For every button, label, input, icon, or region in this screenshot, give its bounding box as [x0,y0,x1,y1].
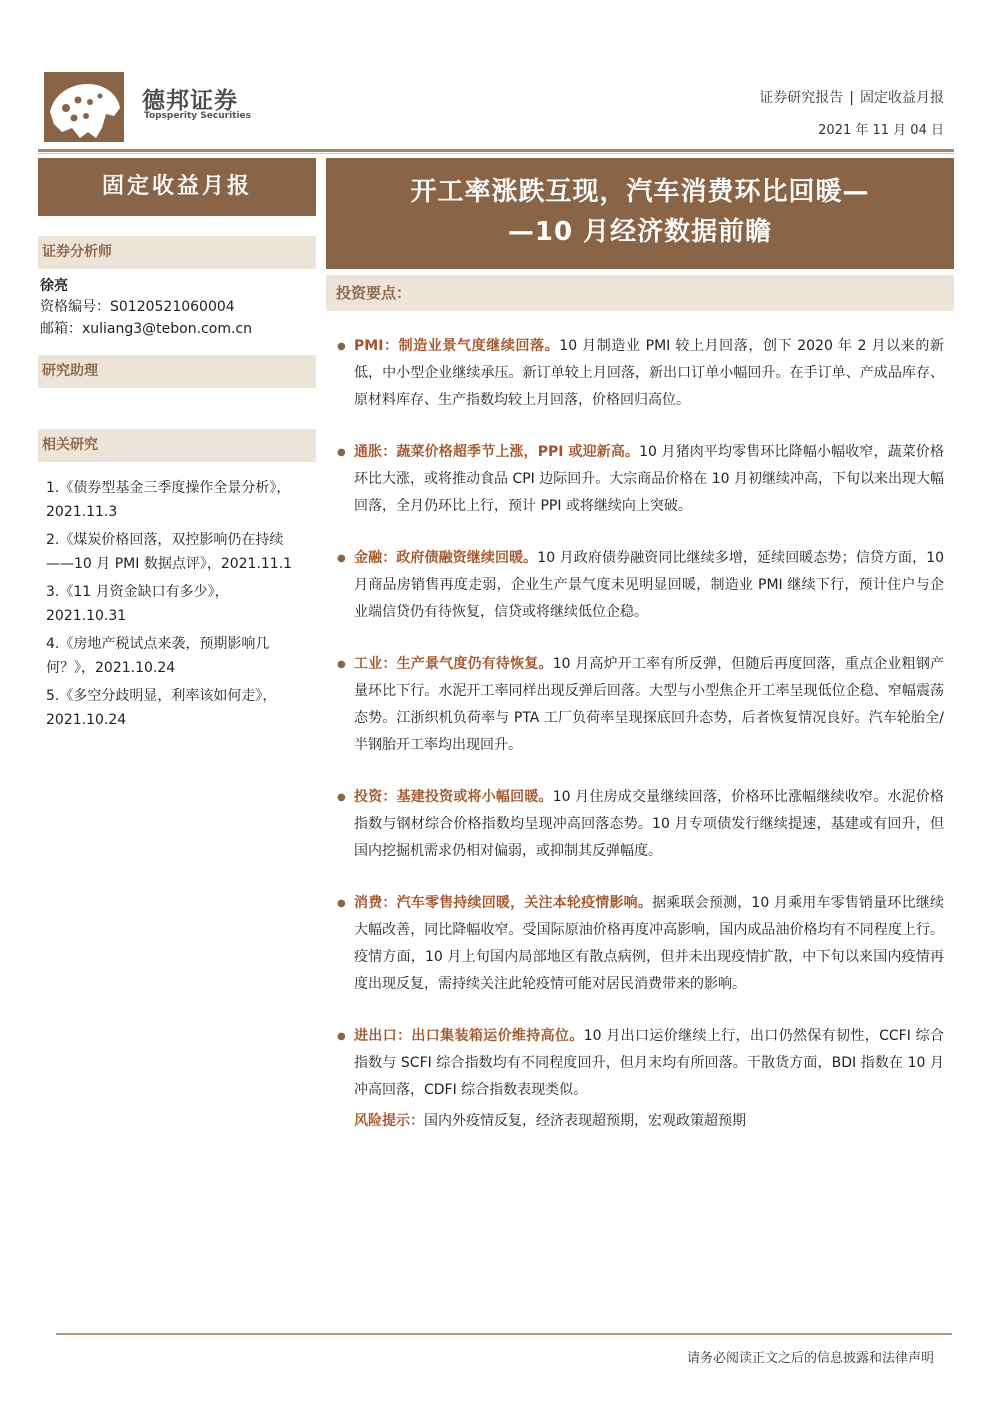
analyst-name: 徐亮 [40,278,68,294]
key-point-head: PMI：制造业景气度继续回落。 [354,338,560,354]
related-item[interactable]: 3.《11 月资金缺口有多少》，2021.10.31 [46,584,229,624]
separator: | [849,90,854,106]
title-line-2: —10 月经济数据前瞻 [507,217,773,247]
key-point [334,439,944,520]
key-point-body: 10 月出口运价继续上行，出口仍然保有韧性，CCFI 综合指数与 SCFI 综合指数均有不同程度回升，但月末均有所回落。干散货方面，BDI 指数在 10 月冲高回落，CDFI 综合指数表现类似。 [354,1028,944,1098]
key-point [334,784,944,865]
key-point-body: 据乘联会预测，10 月乘用车零售销量环比继续大幅改善，同比降幅收窄。受国际原油价格再度冲高影响，国内成品油价格均有不同程度上行。疫情方面，10 月上旬国内局部地区有散点病例，但并未出现疫情扩散，中下旬以来国内疫情再度出现反复，需持续关注此轮疫情可能对居民消费带来的影响。 [354,895,944,992]
key-point-body: 10 月制造业 PMI 较上月回落，创下 2020 年 2 月以来的新低，中小型企业继续承压。新订单较上月回落，新出口订单小幅回升。在手订单、产成品库存、原材料库存、生产指数均较上月回落，价格回归高位。 [354,338,945,408]
report-type [759,87,944,107]
key-point [334,333,944,414]
key-point [334,890,944,998]
key-point [334,651,944,759]
related-research-list [46,476,304,736]
key-point-head: 投资：基建投资或将小幅回暖。 [354,789,553,805]
bullet-icon: ● [337,553,346,564]
header-divider [38,149,954,152]
key-point-head: 消费：汽车零售持续回暖，关注本轮疫情影响。 [354,895,653,911]
risk-text: 国内外疫情反复，经济表现超预期，宏观政策超预期 [424,1113,746,1129]
brand-name: 德邦证券 [142,88,238,114]
key-points-label: 投资要点： [326,275,954,311]
brand-name-en: Topsperity Securities [144,111,251,121]
bullet-icon: ● [337,659,346,670]
report-date: 2021 年 11 月 04 日 [818,123,944,138]
side-banner: 固定收益月报 [38,158,316,216]
key-points-list [334,333,944,1129]
key-point-head: 进出口：出口集装箱运价维持高位。 [354,1028,584,1044]
analyst-license: 资格编号：S0120521060004 [40,299,235,315]
bullet-icon: ● [337,1031,346,1042]
key-point-body: 10 月政府债券融资同比继续多增，延续回暖态势；信贷方面，10 月商品房销售再度走弱，企业生产景气度未见明显回暖，制造业 PMI 继续下行，预计住户与企业端信贷仍有待恢复，信贷或将继续低位企稳。 [354,550,945,620]
key-point-body: 10 月猪肉平均零售环比降幅小幅收窄，蔬菜价格环比大涨，或将推动食品 CPI 边际回升。大宗商品价格在 10 月初继续冲高，下旬以来出现大幅回落，全月仍环比上行，预计 PPI 或将继续向上突破。 [354,444,945,514]
bullet-icon: ● [337,341,346,352]
related-section-label: 相关研究 [38,429,316,462]
related-item[interactable]: 5.《多空分歧明显，利率该如何走》，2021.10.24 [46,688,277,728]
title-line-1: 开工率涨跌互现，汽车消费环比回暖— [410,177,870,207]
risk-warning [354,1110,746,1130]
report-category: 固定收益月报 [860,90,944,106]
header-divider-thin [38,153,954,154]
bullet-icon: ● [337,898,346,909]
disclaimer-notice: 请务必阅读正文之后的信息披露和法律声明 [686,1351,934,1366]
bullet-icon: ● [337,447,346,458]
analyst-section-label: 证券分析师 [38,236,316,269]
bullet-icon: ● [337,792,346,803]
report-type-label: 证券研究报告 [759,90,844,106]
tebon-logo [44,72,124,142]
related-item[interactable]: 2.《煤炭价格回落，双控影响仍在持续——10 月 PMI 数据点评》，2021.11.1 [46,532,293,572]
key-point [334,1023,944,1104]
related-item[interactable]: 4.《房地产税试点来袭，预期影响几何？》，2021.10.24 [46,636,270,676]
key-point-body: 10 月住房成交量继续回落，价格环比涨幅继续收窄。水泥价格指数与钢材综合价格指数均呈现冲高回落态势。10 月专项债发行继续提速，基建或有回升，但国内挖掘机需求仍相对偏弱，或抑制其反弹幅度。 [354,789,945,859]
key-point-head: 通胀：蔬菜价格超季节上涨，PPI 或迎新高。 [354,444,640,460]
risk-label: 风险提示： [354,1113,424,1129]
key-point-body: 10 月高炉开工率有所反弹，但随后再度回落，重点企业粗钢产量环比下行。水泥开工率同样出现反弹后回落。大型与小型焦企开工率呈现低位企稳、窄幅震荡态势。江浙织机负荷率与 PTA 工厂负荷率呈现探底回升态势，后者恢复情况良好。汽车轮胎全/半钢胎开工率均出现回升。 [354,656,945,753]
analyst-email[interactable]: 邮箱：xuliang3@tebon.com.cn [40,321,252,337]
key-point [334,545,944,626]
key-point-head: 工业：生产景气度仍有待恢复。 [354,656,553,672]
key-point-head: 金融：政府债融资继续回暖。 [354,550,538,566]
report-title [326,158,954,269]
footer-divider [56,1333,952,1335]
assistant-section-label: 研究助理 [38,355,316,388]
related-item[interactable]: 1.《债券型基金三季度操作全景分析》，2021.11.3 [46,480,291,520]
